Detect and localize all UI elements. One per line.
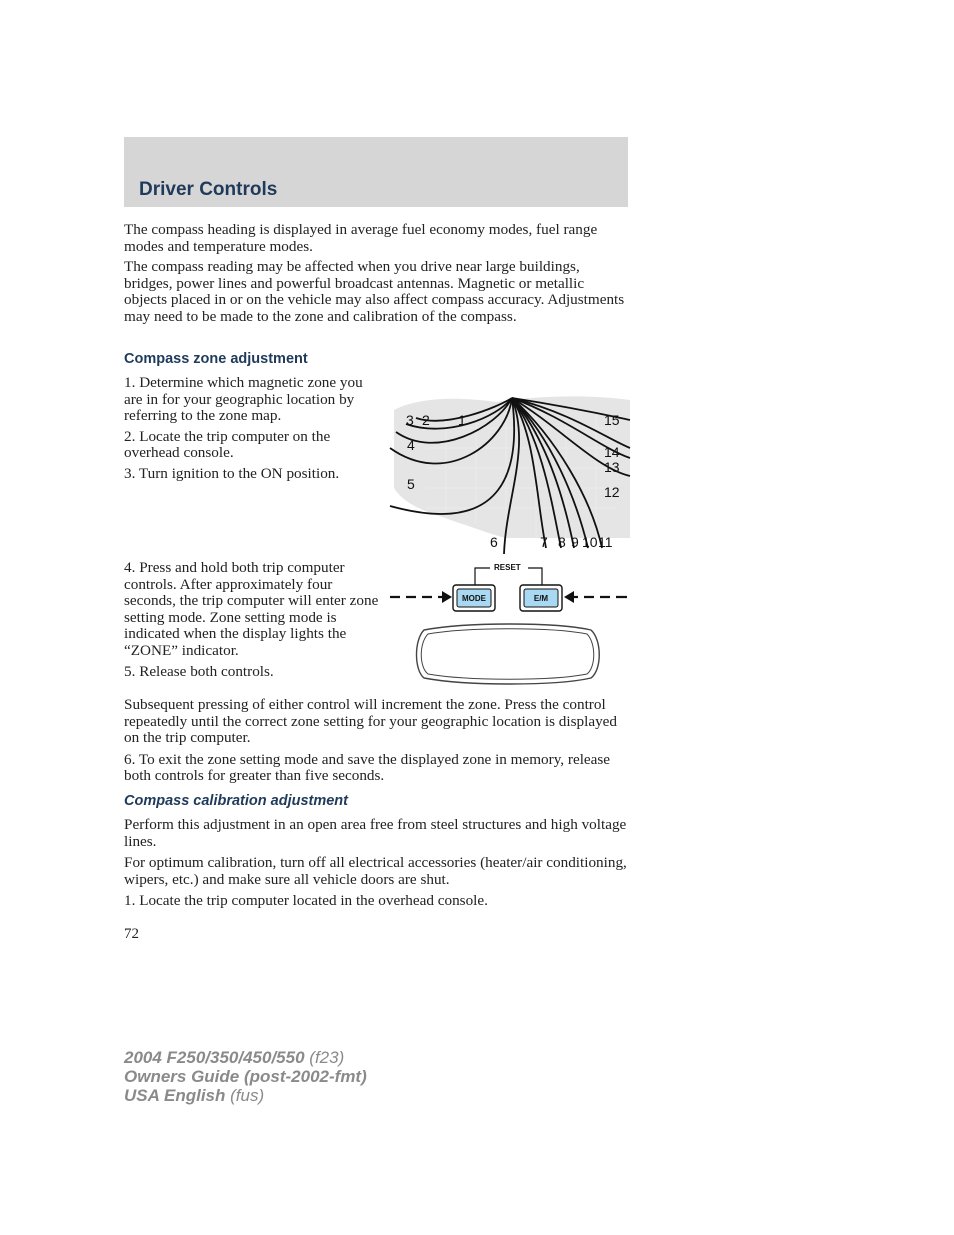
zone-label-14: 14	[604, 444, 620, 460]
em-button-label: E/M	[533, 594, 549, 603]
reset-label: RESET	[494, 563, 521, 572]
zone-map-figure	[386, 388, 632, 554]
paragraph-compass-heading: The compass heading is displayed in average fuel economy modes, fuel range modes and temperature modes.	[124, 221, 598, 255]
calibration-paragraph-1: Perform this adjustment in an open area free from steel structures and high voltage lines.	[124, 816, 627, 850]
zone-step-6: 6. To exit the zone setting mode and save the displayed zone in memory, release both controls for greater than five seconds.	[124, 750, 611, 784]
paragraph-compass-reading: The compass reading may be affected when you drive near large buildings, bridges, power lines and powerful broadcast antennas. Magnetic or metallic objects placed in or on the vehicle may also affect compass accuracy. Adjustments may need to be made to the zone and calibration of the compass.	[124, 258, 625, 325]
zone-label-4: 4	[407, 437, 415, 453]
zone-step-5b: Subsequent pressing of either control will increment the zone. Press the control repeatedly until the correct zone setting for your geographic location is displayed on the trip computer.	[124, 696, 618, 746]
zone-label-3: 3	[406, 412, 414, 428]
mode-button[interactable]	[453, 585, 495, 611]
zone-label-5: 5	[407, 476, 415, 492]
mode-button-label: MODE	[462, 594, 486, 603]
calibration-step-1: 1. Locate the trip computer located in the overhead console.	[124, 892, 488, 909]
header-band	[124, 137, 628, 207]
footer-line-2: Owners Guide (post-2002-fmt)	[124, 1067, 367, 1086]
zone-label-11: 11	[598, 534, 613, 550]
zone-label-6: 6	[490, 534, 498, 550]
zone-label-9: 9	[571, 534, 579, 550]
zone-steps-4-5	[124, 560, 380, 681]
right-press-arrow-icon	[564, 591, 627, 603]
zone-step-5: 5. Release both controls.	[124, 663, 274, 680]
zone-label-2: 2	[422, 412, 430, 428]
zone-label-1: 1	[458, 412, 466, 428]
document-footer	[124, 1048, 367, 1105]
calibration-text	[124, 817, 628, 910]
trip-computer-display	[417, 624, 600, 684]
page-title: Driver Controls	[139, 179, 278, 200]
intro-paragraph	[124, 222, 628, 325]
zone-step-4: 4. Press and hold both trip computer controls. After approximately four seconds, the trip computer will enter zone setting mode. Zone setting mode is indicated when the display lights the “ZONE” indicator.	[124, 559, 379, 659]
zone-adjustment-heading: Compass zone adjustment	[124, 351, 308, 367]
em-button[interactable]	[520, 585, 562, 611]
page-number: 72	[124, 926, 139, 942]
zone-label-15: 15	[604, 412, 620, 428]
zone-steps-5b-6	[124, 697, 628, 785]
zone-label-7: 7	[540, 534, 548, 550]
zone-label-10: 10	[582, 534, 598, 550]
footer-line-1: 2004 F250/350/450/550 (f23)	[124, 1048, 345, 1067]
zone-steps-1-3	[124, 375, 369, 482]
footer-line-3: USA English (fus)	[124, 1086, 265, 1105]
zone-step-3: 3. Turn ignition to the ON position.	[124, 464, 340, 482]
zone-step-1: 1. Determine which magnetic zone you are in for your geographic location by referring to the zone map.	[124, 374, 363, 424]
left-press-arrow-icon	[390, 591, 452, 603]
zone-label-12: 12	[604, 484, 620, 500]
zone-step-2: 2. Locate the trip computer on the overhead console.	[124, 427, 331, 461]
trip-computer-figure	[386, 560, 632, 686]
calibration-paragraph-2: For optimum calibration, turn off all electrical accessories (heater/air conditioning, wipers, etc.) and make sure all vehicle doors are shut.	[124, 854, 627, 888]
zone-label-13: 13	[604, 459, 620, 475]
zone-label-8: 8	[558, 534, 566, 550]
calibration-heading: Compass calibration adjustment	[124, 793, 348, 809]
